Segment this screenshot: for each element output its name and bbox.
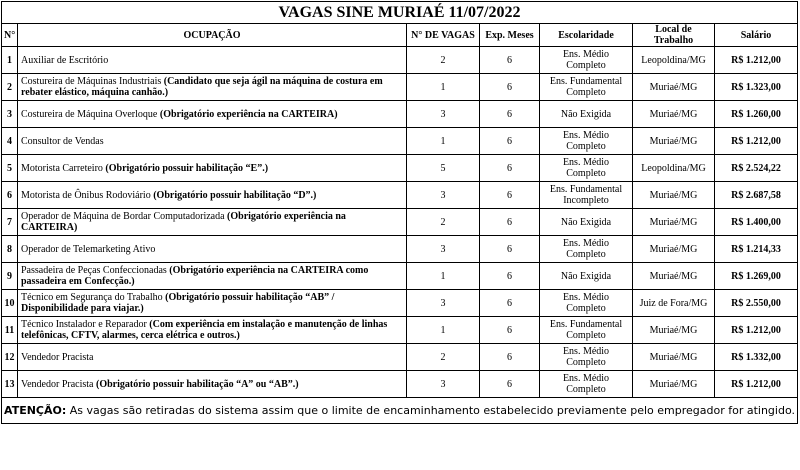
occupation-requirement: (Obrigatório possuir habilitação “D”.) — [153, 189, 317, 201]
row-number: 1 — [2, 47, 18, 74]
experience-months: 6 — [480, 209, 540, 236]
row-number: 2 — [2, 74, 18, 101]
schooling: Ens. Médio Completo — [540, 290, 633, 317]
vacancies-count: 3 — [407, 101, 480, 128]
occupation-cell — [18, 155, 407, 182]
occupation-name: Auxiliar de Escritório — [21, 54, 109, 66]
attention-text: As vagas são retiradas do sistema assim que o limite de encaminhamento estabelecido previamente pelo empregador for atingido. — [69, 404, 795, 417]
occupation-name: Operador de Telemarketing Ativo — [21, 243, 156, 255]
job-listing-sheet — [1, 1, 797, 424]
schooling: Ens. Médio Completo — [540, 344, 633, 371]
schooling: Não Exigida — [540, 101, 633, 128]
row-number: 12 — [2, 344, 18, 371]
page-title: VAGAS SINE MURIAÉ 11/07/2022 — [2, 2, 798, 24]
salary: R$ 1.214,33 — [715, 236, 798, 263]
schooling: Ens. Fundamental Incompleto — [540, 182, 633, 209]
occupation-requirement: (Obrigatório possuir habilitação “A” ou “AB”.) — [95, 378, 299, 390]
work-location: Muriaé/MG — [633, 101, 715, 128]
header-vagas: N° DE VAGAS — [407, 24, 480, 47]
occupation-cell — [18, 263, 407, 290]
occupation-name: Técnico Instalador e Reparador — [21, 319, 147, 330]
salary: R$ 1.212,00 — [715, 47, 798, 74]
occupation-name: Motorista Carreteiro — [21, 162, 103, 174]
salary: R$ 1.212,00 — [715, 371, 798, 398]
experience-months: 6 — [480, 344, 540, 371]
schooling: Ens. Fundamental Completo — [540, 317, 633, 344]
schooling: Ens. Médio Completo — [540, 155, 633, 182]
occupation-name: Técnico em Segurança do Trabalho — [21, 292, 163, 303]
schooling: Ens. Médio Completo — [540, 236, 633, 263]
header-local: Local de Trabalho — [633, 24, 715, 47]
work-location: Muriaé/MG — [633, 236, 715, 263]
experience-months: 6 — [480, 182, 540, 209]
occupation-requirement: (Obrigatório possuir habilitação “AB” / Disponibilidade para viajar.) — [21, 292, 335, 314]
salary: R$ 1.260,00 — [715, 101, 798, 128]
vacancies-count: 5 — [407, 155, 480, 182]
attention-note — [2, 398, 798, 424]
occupation-requirement: (Obrigatório experiência na CARTEIRA) — [21, 211, 346, 233]
salary: R$ 1.212,00 — [715, 317, 798, 344]
row-number: 5 — [2, 155, 18, 182]
row-number: 4 — [2, 128, 18, 155]
row-number: 6 — [2, 182, 18, 209]
row-number: 11 — [2, 317, 18, 344]
schooling: Ens. Médio Completo — [540, 128, 633, 155]
attention-label: ATENÇÃO: — [4, 404, 67, 417]
occupation-cell — [18, 74, 407, 101]
occupation-cell — [18, 101, 407, 128]
vacancies-count: 1 — [407, 128, 480, 155]
experience-months: 6 — [480, 290, 540, 317]
schooling: Não Exigida — [540, 209, 633, 236]
table-row — [2, 236, 798, 263]
experience-months: 6 — [480, 101, 540, 128]
table-row — [2, 317, 798, 344]
occupation-requirement: (Com experiência em instalação e manutenção de linhas telefônicas, CFTV, alarmes, cerca elétrica e outros.) — [21, 319, 388, 341]
vacancies-count: 1 — [407, 263, 480, 290]
job-vacancies-table — [1, 1, 798, 424]
work-location: Muriaé/MG — [633, 344, 715, 371]
vacancies-count: 3 — [407, 182, 480, 209]
occupation-name: Vendedor Pracista — [21, 378, 94, 390]
salary: R$ 2.524,22 — [715, 155, 798, 182]
header-exp: Exp. Meses — [480, 24, 540, 47]
work-location: Muriaé/MG — [633, 128, 715, 155]
experience-months: 6 — [480, 371, 540, 398]
vacancies-count: 1 — [407, 317, 480, 344]
occupation-name: Motorista de Ônibus Rodoviário — [21, 189, 151, 201]
header-escolaridade: Escolaridade — [540, 24, 633, 47]
schooling: Não Exigida — [540, 263, 633, 290]
header-num: N° — [2, 24, 18, 47]
table-row — [2, 263, 798, 290]
occupation-name: Operador de Máquina de Bordar Computadorizada — [21, 211, 225, 222]
table-row — [2, 344, 798, 371]
table-row — [2, 155, 798, 182]
occupation-cell — [18, 209, 407, 236]
salary: R$ 2.550,00 — [715, 290, 798, 317]
experience-months: 6 — [480, 128, 540, 155]
occupation-name: Consultor de Vendas — [21, 135, 104, 147]
occupation-name: Costureira de Máquina Overloque — [21, 108, 158, 120]
row-number: 3 — [2, 101, 18, 128]
schooling: Ens. Médio Completo — [540, 371, 633, 398]
row-number: 10 — [2, 290, 18, 317]
vacancies-count: 3 — [407, 371, 480, 398]
vacancies-count: 2 — [407, 344, 480, 371]
work-location: Muriaé/MG — [633, 371, 715, 398]
occupation-name: Passadeira de Peças Confeccionadas — [21, 265, 167, 276]
table-row — [2, 290, 798, 317]
occupation-requirement: (Obrigatório possuir habilitação “E”.) — [105, 162, 269, 174]
work-location: Muriaé/MG — [633, 263, 715, 290]
experience-months: 6 — [480, 263, 540, 290]
occupation-cell — [18, 236, 407, 263]
table-row — [2, 74, 798, 101]
work-location: Juiz de Fora/MG — [633, 290, 715, 317]
table-row — [2, 182, 798, 209]
table-row — [2, 128, 798, 155]
table-row — [2, 209, 798, 236]
occupation-requirement: (Obrigatório experiência na CARTEIRA) — [159, 108, 338, 120]
salary: R$ 1.269,00 — [715, 263, 798, 290]
row-number: 9 — [2, 263, 18, 290]
vacancies-count: 3 — [407, 236, 480, 263]
occupation-requirement: (Obrigatório experiência na CARTEIRA como passadeira em Confecção.) — [21, 265, 369, 287]
occupation-requirement: (Candidato que seja ágil na máquina de costura em rebater elástico, máquina canhão.) — [21, 76, 383, 98]
work-location: Muriaé/MG — [633, 209, 715, 236]
work-location: Leopoldina/MG — [633, 47, 715, 74]
salary: R$ 1.400,00 — [715, 209, 798, 236]
salary: R$ 1.212,00 — [715, 128, 798, 155]
experience-months: 6 — [480, 74, 540, 101]
salary: R$ 1.332,00 — [715, 344, 798, 371]
row-number: 7 — [2, 209, 18, 236]
occupation-cell — [18, 371, 407, 398]
occupation-cell — [18, 182, 407, 209]
vacancies-count: 2 — [407, 209, 480, 236]
occupation-cell — [18, 344, 407, 371]
work-location: Muriaé/MG — [633, 317, 715, 344]
vacancies-count: 2 — [407, 47, 480, 74]
table-row — [2, 47, 798, 74]
work-location: Leopoldina/MG — [633, 155, 715, 182]
occupation-cell — [18, 47, 407, 74]
occupation-cell — [18, 317, 407, 344]
table-header-row — [2, 24, 798, 47]
schooling: Ens. Fundamental Completo — [540, 74, 633, 101]
table-row — [2, 101, 798, 128]
occupation-name: Vendedor Pracista — [21, 351, 94, 363]
header-ocupacao: OCUPAÇÃO — [18, 24, 407, 47]
table-body — [2, 47, 798, 398]
vacancies-count: 3 — [407, 290, 480, 317]
salary: R$ 1.323,00 — [715, 74, 798, 101]
occupation-cell — [18, 128, 407, 155]
header-salario: Salário — [715, 24, 798, 47]
vacancies-count: 1 — [407, 74, 480, 101]
occupation-cell — [18, 290, 407, 317]
work-location: Muriaé/MG — [633, 182, 715, 209]
experience-months: 6 — [480, 155, 540, 182]
row-number: 8 — [2, 236, 18, 263]
table-row — [2, 371, 798, 398]
salary: R$ 2.687,58 — [715, 182, 798, 209]
experience-months: 6 — [480, 47, 540, 74]
schooling: Ens. Médio Completo — [540, 47, 633, 74]
work-location: Muriaé/MG — [633, 74, 715, 101]
experience-months: 6 — [480, 317, 540, 344]
occupation-name: Costureira de Máquinas Industriais — [21, 76, 162, 87]
row-number: 13 — [2, 371, 18, 398]
experience-months: 6 — [480, 236, 540, 263]
